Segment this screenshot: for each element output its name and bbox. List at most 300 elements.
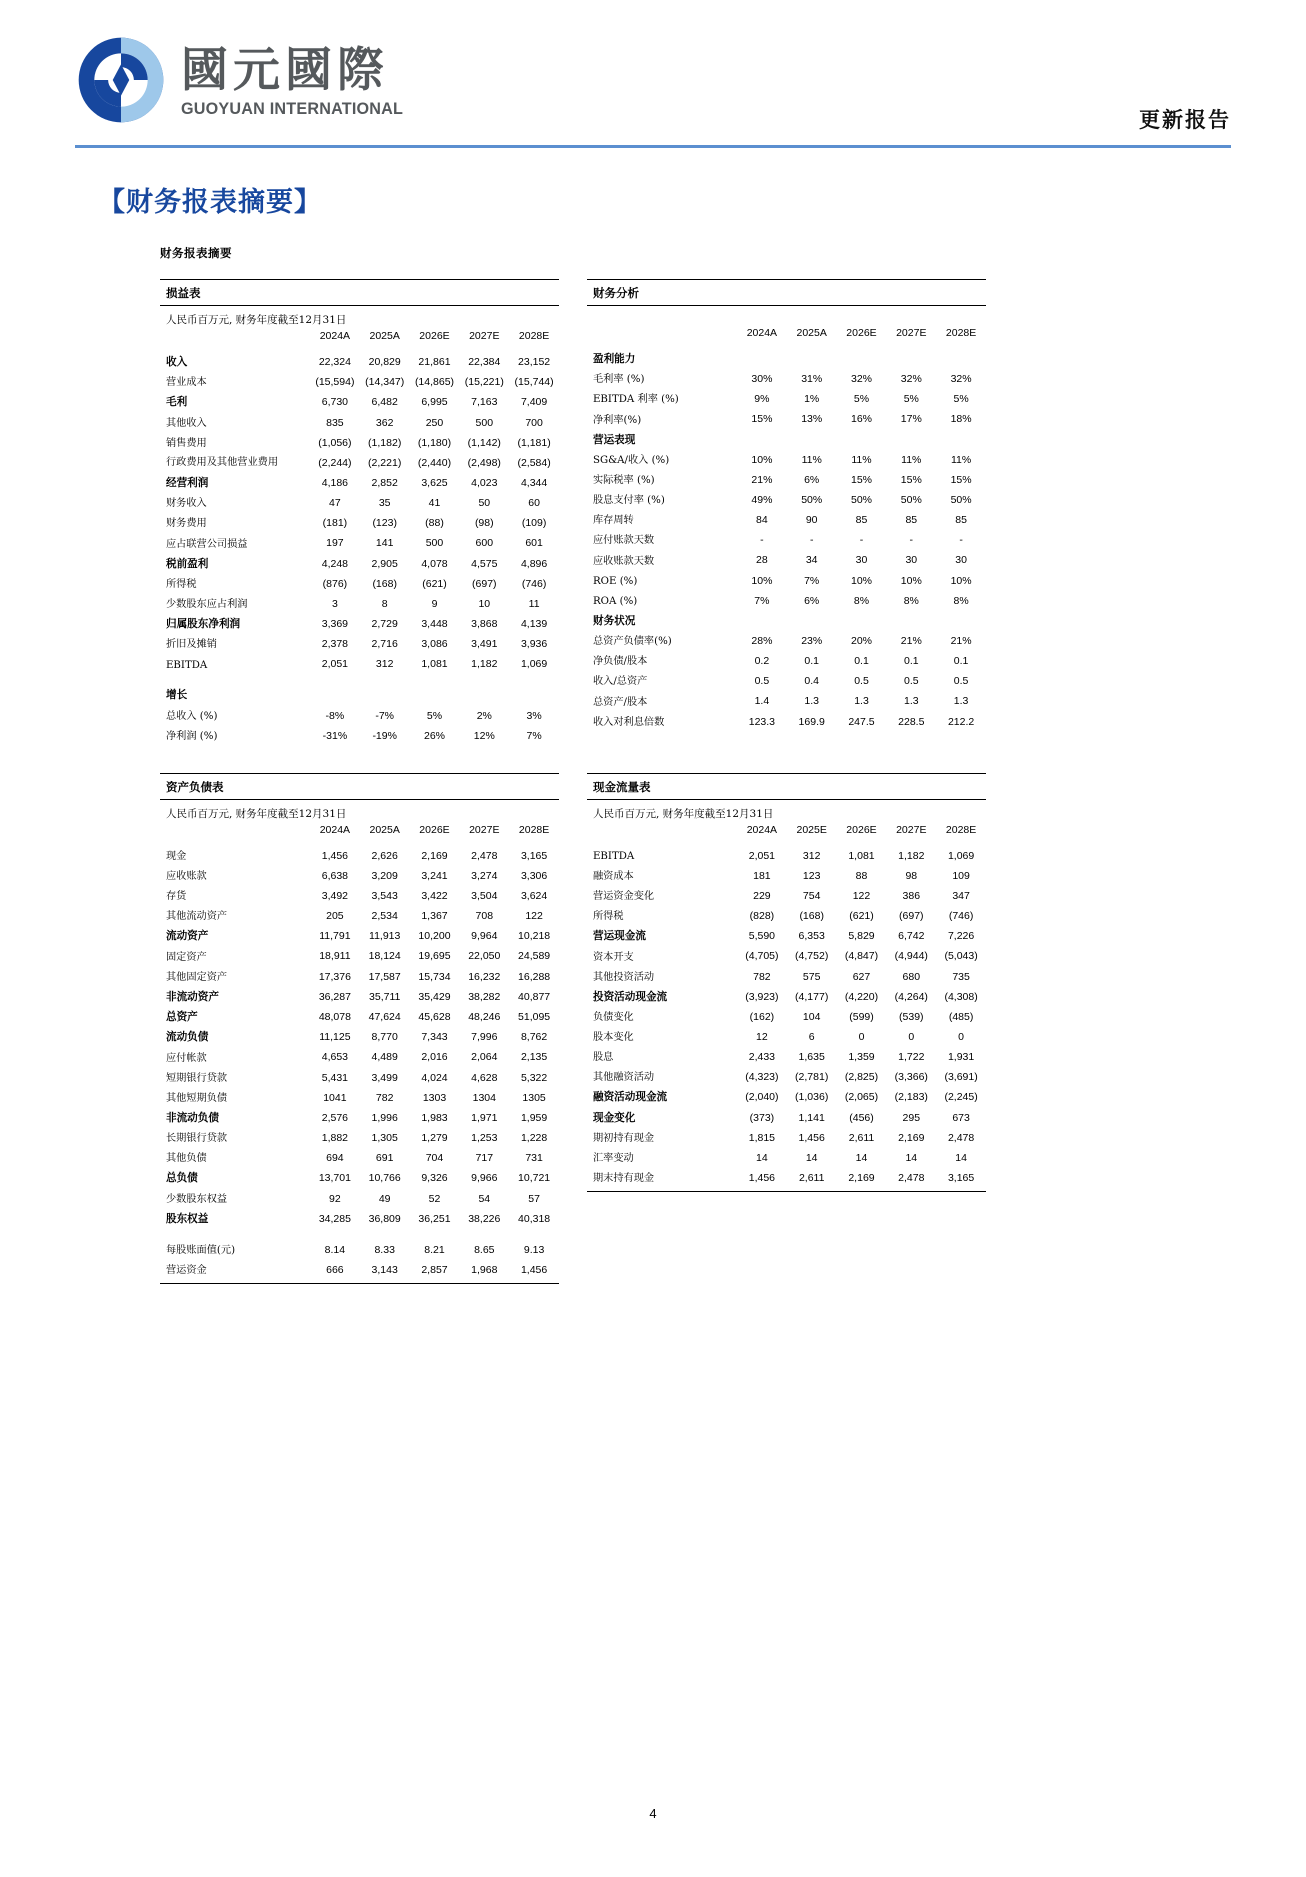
row-value-4: (3,691) (944, 1071, 978, 1084)
row-value-1: 0.4 (804, 675, 819, 688)
growth-row-value-2: 26% (423, 729, 445, 742)
table-row (160, 1088, 559, 1108)
row-value-3: 1,722 (898, 1051, 925, 1064)
row-value-3: 10% (900, 574, 922, 587)
row-value-4: (2,245) (944, 1091, 978, 1104)
row-value-4: 3,624 (520, 889, 548, 902)
row-value-1: 35,711 (369, 990, 401, 1003)
table-row (587, 1129, 986, 1149)
balance-sheet-year-4: 2028E (518, 823, 550, 836)
row-label: 其他投资活动 (593, 971, 655, 983)
row-value-1: 169.9 (798, 715, 825, 728)
row-value-3: 9,964 (471, 930, 498, 943)
row-value-4: 1,069 (520, 658, 548, 671)
row-value-2: 11% (851, 453, 872, 466)
cash-flow-year-4: 2028E (945, 823, 977, 836)
row-label: 其他固定资产 (166, 971, 228, 983)
row-value-4: 1.3 (953, 695, 969, 708)
row-label: 财务收入 (166, 498, 207, 510)
cash-flow-bottom-rule (587, 1191, 986, 1192)
footer-row-value-0: 666 (326, 1263, 344, 1276)
row-value-0: 2,051 (748, 849, 776, 862)
row-value-4: 122 (525, 910, 543, 923)
table-row (160, 615, 559, 635)
row-value-4: (485) (948, 1010, 974, 1023)
row-value-0: 3,369 (321, 618, 349, 631)
table-row (587, 491, 986, 511)
table-row (587, 390, 986, 410)
balance-sheet-year-2: 2026E (419, 823, 450, 836)
tables-caption: 财务报表摘要 (160, 246, 232, 260)
row-label: 少数股东应占利润 (166, 599, 248, 611)
row-value-1: (2,781) (795, 1071, 829, 1084)
footer-row-value-2: 8.21 (424, 1243, 445, 1256)
table-row (160, 727, 559, 747)
row-value-4: 10% (950, 574, 972, 587)
row-value-2: 14 (855, 1152, 868, 1165)
row-value-0: (15,594) (315, 376, 355, 389)
row-value-3: 3,868 (471, 618, 498, 631)
row-value-3: 10 (478, 597, 491, 610)
row-value-1: 1,635 (798, 1051, 825, 1064)
row-value-3: 8% (903, 594, 919, 607)
cash-flow-year-1: 2025E (796, 823, 827, 836)
row-label: 其他收入 (166, 417, 207, 429)
row-value-2: 0 (858, 1031, 865, 1044)
row-value-0: 205 (326, 910, 344, 923)
row-value-3: 6,742 (898, 930, 925, 943)
balance-sheet-header-row (160, 823, 559, 847)
row-value-1: 10,766 (368, 1172, 401, 1185)
table-row (587, 967, 986, 987)
table-row (160, 1209, 559, 1229)
row-value-1: 13% (801, 413, 823, 426)
row-value-2: 36,251 (418, 1212, 451, 1225)
row-label: ROA (%) (593, 595, 638, 607)
row-value-0: 4,653 (321, 1051, 349, 1064)
row-value-1: (1,036) (795, 1091, 829, 1104)
row-value-3: 680 (902, 970, 921, 983)
table-row (587, 1028, 986, 1048)
row-value-0: 84 (756, 514, 768, 527)
row-label: 应占联营公司损益 (166, 538, 248, 550)
table-row (587, 1048, 986, 1068)
income-statement-header-row (160, 329, 559, 353)
table-row (160, 554, 559, 574)
row-value-0: - (760, 534, 764, 547)
row-value-4: 10,218 (518, 930, 551, 943)
table-row (587, 471, 986, 491)
row-value-2: 45,628 (418, 1010, 451, 1023)
row-value-1: 1,305 (371, 1132, 398, 1145)
row-value-0: 49% (751, 494, 773, 507)
row-label: 非流动资产 (166, 990, 219, 1003)
row-value-2: 122 (852, 889, 871, 902)
row-value-4: 5% (953, 393, 969, 406)
row-value-1: 35 (378, 497, 391, 510)
group-header-label: 盈利能力 (593, 352, 636, 365)
financial-tables-container (160, 245, 986, 1284)
row-value-1: 362 (375, 416, 394, 429)
table-row (587, 887, 986, 907)
balance-sheet-bottom-rule (160, 1283, 559, 1284)
row-value-1: 47,624 (368, 1010, 401, 1023)
row-value-3: (2,183) (894, 1091, 928, 1104)
row-value-2: 1,081 (848, 849, 875, 862)
row-value-3: 14 (905, 1152, 918, 1165)
row-value-4: (1,181) (517, 436, 551, 449)
row-value-4: 8,762 (520, 1031, 548, 1044)
footer-row-label: 每股账面值(元) (166, 1245, 236, 1257)
row-value-0: 21% (751, 473, 773, 486)
row-value-4: 14 (955, 1152, 967, 1165)
row-value-1: 8,770 (371, 1031, 398, 1044)
table-row (587, 632, 986, 652)
income-statement-unit: 人民币百万元, 财务年度截至12月31日 (166, 314, 347, 326)
row-label: 税前盈利 (166, 557, 209, 570)
row-label: 财务费用 (166, 518, 207, 530)
row-value-1: 34 (805, 554, 818, 567)
row-value-0: 30% (751, 373, 773, 386)
row-label: 融资成本 (593, 871, 634, 882)
row-label: 行政费用及其他营业费用 (166, 457, 279, 469)
table-row (587, 1068, 986, 1088)
table-row (160, 967, 559, 987)
row-value-3: 1,182 (898, 849, 925, 862)
row-value-3: 1,971 (471, 1111, 498, 1124)
row-value-4: 0 (958, 1031, 965, 1044)
row-label: 应收账款 (166, 871, 207, 882)
row-label: 汇率变动 (593, 1153, 634, 1165)
row-value-4: 11 (528, 597, 540, 610)
row-value-3: 4,628 (471, 1071, 498, 1084)
row-value-0: 0.5 (754, 675, 770, 688)
row-label: 营运资金变化 (593, 891, 655, 903)
row-value-4: 7,226 (947, 930, 975, 943)
row-value-1: (168) (799, 910, 824, 923)
table-row (587, 847, 986, 867)
row-value-1: 104 (802, 1010, 821, 1023)
cash-flow-unit: 人民币百万元, 财务年度截至12月31日 (593, 807, 774, 820)
row-value-1: (168) (372, 577, 397, 590)
row-label: 总资产/股本 (593, 696, 648, 708)
row-value-1: 2,729 (371, 618, 398, 631)
row-value-2: 10% (850, 574, 872, 587)
row-value-4: 8% (953, 594, 969, 607)
table-row (160, 575, 559, 595)
row-value-2: 247.5 (848, 715, 875, 728)
row-value-2: 9,326 (421, 1172, 448, 1185)
row-value-3: 3,504 (471, 889, 498, 902)
row-value-4: 32% (950, 373, 972, 386)
row-value-3: 30 (905, 554, 918, 567)
row-value-0: 12 (756, 1031, 768, 1044)
row-value-0: 835 (326, 416, 344, 429)
row-value-1: 6,353 (798, 930, 825, 943)
row-value-3: (697) (472, 577, 497, 590)
table-row (587, 927, 986, 947)
financial-analysis-corner (587, 326, 737, 350)
row-value-0: 92 (329, 1192, 341, 1205)
table-row (160, 1149, 559, 1169)
row-value-0: (162) (749, 1010, 775, 1023)
row-value-1: 3,499 (371, 1071, 398, 1084)
logo-chinese-name: 國元國際 (181, 44, 389, 97)
table-row (587, 712, 986, 732)
row-label: 其他流动资产 (166, 911, 228, 923)
table-row (160, 534, 559, 554)
table-row (160, 454, 559, 474)
table-row (160, 474, 559, 494)
row-value-2: 10,200 (418, 930, 451, 943)
row-value-0: (1,056) (318, 436, 352, 449)
row-label: 短期银行贷款 (166, 1072, 228, 1084)
row-value-3: (2,498) (467, 456, 501, 469)
row-label: 现金变化 (593, 1111, 636, 1124)
cash-flow-block (587, 773, 986, 1192)
row-value-0: 694 (326, 1152, 344, 1165)
row-value-1: 141 (375, 537, 394, 550)
row-value-2: 500 (425, 537, 444, 550)
group-header-label: 营运表现 (593, 433, 636, 446)
row-value-1: 575 (802, 970, 821, 983)
row-value-0: (2,244) (318, 456, 352, 469)
table-row (160, 988, 559, 1008)
row-value-2: 250 (425, 416, 444, 429)
row-value-2: 5,829 (848, 930, 875, 943)
row-value-4: 60 (528, 497, 540, 510)
row-value-4: 212.2 (947, 715, 975, 728)
row-value-4: 3,165 (947, 1172, 975, 1185)
row-value-1: 2,611 (798, 1172, 825, 1185)
row-value-2: 2,169 (848, 1172, 875, 1185)
table-row (160, 595, 559, 615)
growth-row-value-3: 2% (476, 709, 492, 722)
row-value-1: 1.3 (804, 695, 819, 708)
row-value-4: 731 (525, 1152, 543, 1165)
row-value-3: 0 (908, 1031, 915, 1044)
row-value-2: (4,847) (844, 950, 879, 963)
row-value-2: 19,695 (418, 950, 451, 963)
row-value-2: 0.1 (854, 655, 869, 668)
table-row (160, 373, 559, 393)
row-label: 总负债 (166, 1172, 198, 1185)
row-value-0: 6,730 (321, 396, 349, 409)
row-value-1: 2,852 (371, 476, 398, 489)
row-value-0: 11,125 (319, 1031, 351, 1044)
page-number: 4 (649, 1806, 657, 1821)
row-value-2: 1,367 (421, 910, 448, 923)
row-label: 总资产负债率(%) (593, 636, 672, 648)
row-value-2: (14,865) (414, 376, 455, 389)
table-row (160, 1008, 559, 1028)
row-value-4: 1305 (522, 1091, 546, 1104)
row-value-1: (2,221) (368, 456, 402, 469)
row-label: 营运现金流 (593, 930, 646, 943)
row-value-0: 13,701 (318, 1172, 351, 1185)
row-value-2: 16% (850, 413, 872, 426)
financial-analysis-year-4: 2028E (945, 327, 977, 339)
row-label: 总资产 (166, 1010, 198, 1023)
row-value-0: 1.4 (754, 695, 770, 708)
row-value-3: (98) (474, 517, 494, 530)
cash-flow-header-row (587, 823, 986, 847)
row-value-3: 32% (900, 373, 922, 386)
company-logo (75, 34, 408, 126)
row-value-2: 3,448 (421, 618, 448, 631)
row-value-0: 48,078 (318, 1010, 351, 1023)
cash-flow-year-2: 2026E (846, 823, 877, 836)
row-value-1: (4,177) (795, 990, 829, 1003)
row-value-4: 3,936 (520, 638, 548, 651)
row-value-4: 1,959 (520, 1111, 548, 1124)
row-label: 少数股东权益 (166, 1193, 228, 1205)
page-header (75, 30, 1231, 148)
row-value-0: 14 (756, 1152, 768, 1165)
row-value-3: 7,996 (471, 1031, 498, 1044)
financial-analysis-header-row (587, 326, 986, 350)
row-value-0: 11,791 (319, 930, 351, 943)
table-row (160, 393, 559, 413)
financial-analysis-title: 财务分析 (587, 280, 986, 306)
row-value-3: 600 (475, 537, 494, 550)
row-label: SG&A/收入 (%) (593, 454, 670, 466)
table-row (587, 511, 986, 531)
row-value-2: 4,078 (421, 557, 448, 570)
table-row (587, 571, 986, 591)
row-value-2: 41 (428, 497, 441, 510)
row-value-4: 24,589 (518, 950, 551, 963)
row-value-4: 4,896 (520, 557, 548, 570)
cash-flow-table (587, 823, 986, 1189)
row-value-2: 3,086 (421, 638, 448, 651)
row-value-4: 57 (528, 1192, 540, 1205)
row-value-1: 312 (802, 849, 821, 862)
row-value-0: (4,705) (745, 950, 779, 963)
row-value-3: 17% (900, 413, 922, 426)
row-value-3: 48,246 (468, 1010, 501, 1023)
row-label: 股本变化 (593, 1032, 634, 1044)
row-value-1: 3,209 (371, 869, 398, 882)
row-value-3: 717 (475, 1152, 494, 1165)
row-value-3: 15% (900, 473, 922, 486)
income-statement-title: 损益表 (160, 280, 559, 306)
row-spacer (160, 1230, 559, 1241)
row-value-2: (599) (849, 1010, 874, 1023)
row-value-3: 0.5 (903, 675, 919, 688)
row-value-1: 17,587 (368, 970, 401, 983)
row-value-4: 11% (950, 453, 972, 466)
row-value-1: 6% (804, 473, 820, 486)
row-value-2: 88 (855, 869, 868, 882)
row-value-0: 3,492 (321, 889, 349, 902)
cash-flow-body (587, 847, 986, 1190)
growth-row-value-0: -31% (322, 729, 348, 742)
logo-wordmark (181, 42, 408, 119)
row-value-0: 1,456 (748, 1172, 776, 1185)
row-value-0: 1,882 (321, 1132, 349, 1145)
row-value-1: 31% (801, 373, 823, 386)
row-value-1: 312 (375, 658, 394, 671)
row-value-1: 6,482 (371, 396, 398, 409)
row-value-0: 28% (751, 635, 773, 648)
row-label: 股东权益 (166, 1212, 209, 1225)
table-row (587, 867, 986, 887)
row-value-4: 21% (950, 635, 972, 648)
row-value-1: 6 (808, 1031, 815, 1044)
row-value-2: 3,241 (421, 869, 448, 882)
row-value-0: 47 (329, 497, 341, 510)
table-group-header (587, 612, 986, 632)
row-label: 其他短期负债 (166, 1092, 228, 1104)
row-value-3: - (909, 534, 914, 547)
table-group-header (587, 350, 986, 370)
row-value-0: 4,248 (321, 557, 349, 570)
row-value-0: 229 (753, 889, 771, 902)
row-label: 现金 (166, 850, 187, 862)
row-value-2: 52 (428, 1192, 441, 1205)
row-value-3: 708 (475, 910, 494, 923)
row-value-4: 2,135 (520, 1051, 548, 1064)
row-value-1: 36,809 (368, 1212, 401, 1225)
row-value-4: 3,165 (520, 849, 548, 862)
row-value-1: 1,456 (798, 1131, 825, 1144)
table-row (587, 410, 986, 430)
row-value-0: 3 (331, 597, 338, 610)
row-value-2: 5% (853, 393, 870, 406)
tables-row-top (160, 279, 986, 747)
row-value-1: 14 (805, 1152, 818, 1165)
row-label: 毛利率 (%) (593, 374, 645, 386)
row-value-3: 2,169 (898, 1131, 925, 1144)
row-value-1: 2,905 (371, 557, 398, 570)
row-value-0: 28 (756, 554, 768, 567)
row-value-1: 7% (804, 574, 820, 587)
row-value-4: - (959, 534, 963, 547)
row-value-4: 7,409 (520, 396, 548, 409)
table-row (160, 927, 559, 947)
row-value-1: 1% (804, 393, 820, 406)
row-value-0: 6,638 (321, 869, 349, 882)
row-value-3: 11% (901, 453, 922, 466)
row-value-4: 347 (952, 889, 970, 902)
row-value-0: 2,051 (321, 658, 349, 671)
growth-row-value-3: 12% (473, 729, 495, 742)
row-label: 实际税率 (%) (593, 475, 655, 487)
row-label: 应收账款天数 (593, 555, 655, 567)
row-label: 长期银行贷款 (166, 1133, 228, 1145)
row-value-3: (4,264) (894, 990, 928, 1003)
row-label: 应付帐款 (166, 1052, 207, 1064)
row-label: 销售费用 (166, 437, 207, 449)
row-value-0: (3,923) (745, 990, 779, 1003)
row-value-3: 2,064 (471, 1051, 498, 1064)
row-value-0: 5,431 (321, 1071, 349, 1084)
row-value-3: (539) (899, 1010, 924, 1023)
row-value-4: (5,043) (944, 950, 978, 963)
balance-sheet-year-1: 2025A (369, 823, 400, 836)
row-value-4: 0.1 (953, 655, 969, 668)
row-value-0: 17,376 (318, 970, 351, 983)
row-value-3: 3,491 (471, 638, 498, 651)
row-value-0: 10% (751, 453, 773, 466)
row-value-0: 9% (754, 393, 770, 406)
table-row (587, 370, 986, 390)
row-value-4: 30 (955, 554, 967, 567)
row-value-4: 735 (952, 970, 970, 983)
row-label: 其他融资活动 (593, 1072, 655, 1084)
growth-row-label: 净利润 (%) (166, 731, 218, 742)
